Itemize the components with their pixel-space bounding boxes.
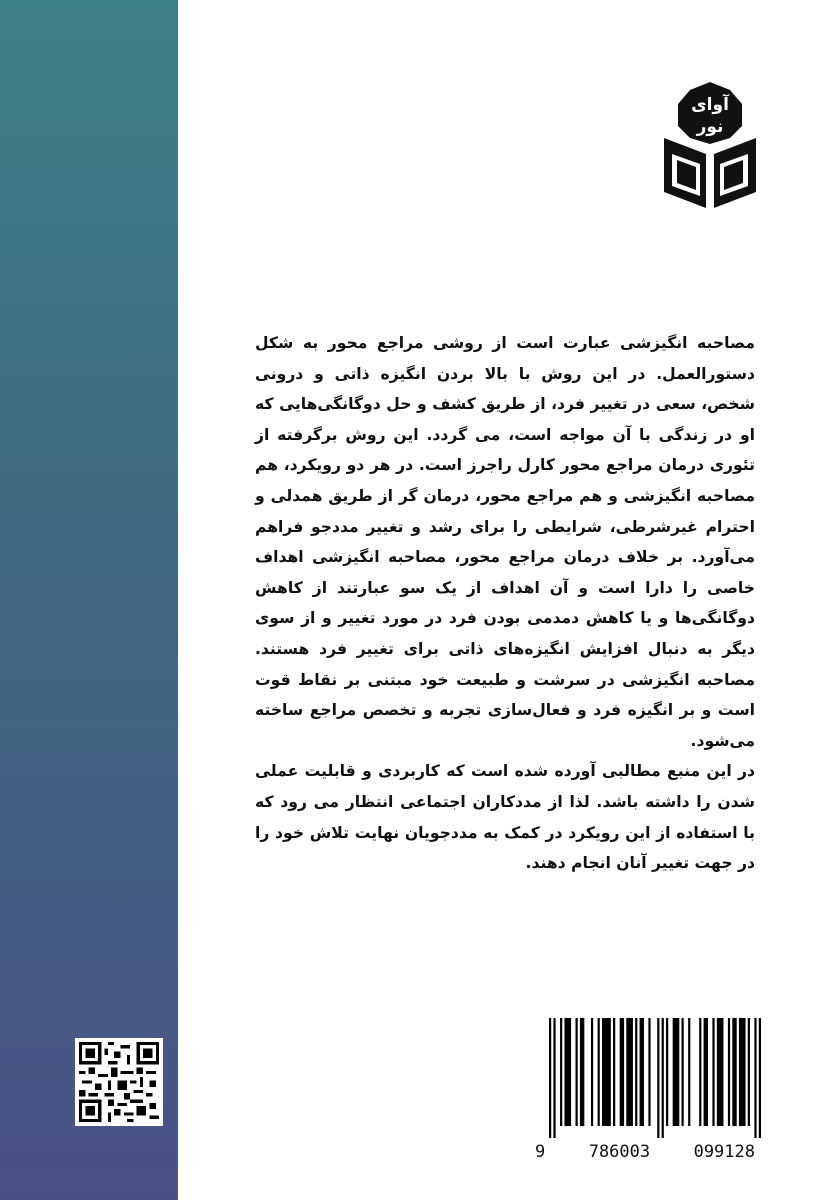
barcode-bar xyxy=(732,1018,736,1126)
logo-line2: نور xyxy=(696,117,724,137)
barcode-bar xyxy=(754,1018,756,1138)
description-paragraph-2: در این منبع مطالبی آورده شده است که کاربردی و قابلیت عملی شدن را داشته باشد. لذا از مددکاران اجتماعی انتظار می رود که با استفاده از این رویکرد در کمک به مددجویان نهایت تلاش خود را در جهت تغییر آنان انجام دهند. xyxy=(255,762,755,873)
barcode-bar xyxy=(580,1018,584,1126)
spine-band xyxy=(0,0,178,1200)
publisher-logo xyxy=(660,80,760,210)
barcode-group-1: 786003 xyxy=(588,1142,651,1162)
barcode-group-2: 099128 xyxy=(693,1142,755,1162)
barcode-digits xyxy=(535,1142,763,1162)
barcode-bar xyxy=(688,1018,690,1126)
barcode-bar xyxy=(704,1018,708,1126)
barcode-bar xyxy=(591,1018,593,1126)
barcode-bar xyxy=(640,1018,644,1126)
barcode-bar xyxy=(613,1018,615,1126)
barcode-bar xyxy=(662,1018,664,1138)
barcode-bar xyxy=(576,1018,578,1126)
barcode-bar xyxy=(739,1018,746,1126)
barcode-bar xyxy=(699,1018,701,1126)
book-description xyxy=(255,328,755,879)
barcode-bar xyxy=(759,1018,761,1138)
barcode-icon xyxy=(549,1018,761,1138)
barcode-bar xyxy=(549,1018,551,1138)
barcode-bar xyxy=(728,1018,730,1126)
barcode-bar xyxy=(635,1018,637,1126)
barcode-bar xyxy=(620,1018,624,1126)
barcode-bar xyxy=(712,1018,714,1126)
isbn-barcode xyxy=(535,1018,763,1166)
qr-code-icon xyxy=(79,1042,159,1122)
book-logo-icon xyxy=(660,80,760,210)
description-paragraph-1: مصاحبه انگیزشی عبارت است از روشی مراجع محور به شکل دستورالعمل. در این روش با بالا بردن انگیزه ذاتی و درونی شخص، سعی در تغییر فرد، از طریق کشف و حل دوگانگی‌هایی که او در زندگی با آن مواجه است، می گردد. این روش برگرفته از تئوری درمان مراجع محور کارل راجرز است. در هر دو رویکرد، هم مصاحبه انگیزشی و هم مراجع محور، درمان گر از طریق همدلی و احترام غیرشرطی، شرایطی را برای رشد و تغییر مددجو فراهم می‌آورد. بر خلاف درمان مراجع محور، مصاحبه انگیزشی اهداف خاصی را دارا است و آن اهداف از یک سو عبارتند از کاهش دوگانگی‌ها و یا کاهش دمدمی بودن فرد در مورد تغییر و از سوی دیگر به دنبال افزایش انگیزه‌های ذاتی برای تغییر فرد هستند. مصاحبه انگیزشی در سرشت و طبیعت خود مبتنی بر نقاط قوت است و بر انگیزه فرد و فعال‌سازی تجربه و تخصص مراجع ساخته می‌شود. xyxy=(255,334,755,750)
barcode-bar xyxy=(673,1018,680,1126)
barcode-bar xyxy=(666,1018,668,1126)
qr-code xyxy=(75,1038,163,1126)
barcode-bar xyxy=(648,1018,650,1126)
barcode-bar xyxy=(602,1018,611,1126)
barcode-prefix: 9 xyxy=(535,1142,546,1162)
barcode-bar xyxy=(598,1018,600,1126)
barcode-bar xyxy=(717,1018,724,1126)
barcode-bar xyxy=(657,1018,659,1138)
barcode-bar xyxy=(560,1018,562,1126)
barcode-bar xyxy=(626,1018,633,1126)
barcode-bar xyxy=(564,1018,571,1126)
barcode-bar xyxy=(748,1018,750,1126)
barcode-bar xyxy=(553,1018,555,1138)
barcode-bar xyxy=(682,1018,684,1126)
logo-line1: آوای xyxy=(691,95,729,115)
